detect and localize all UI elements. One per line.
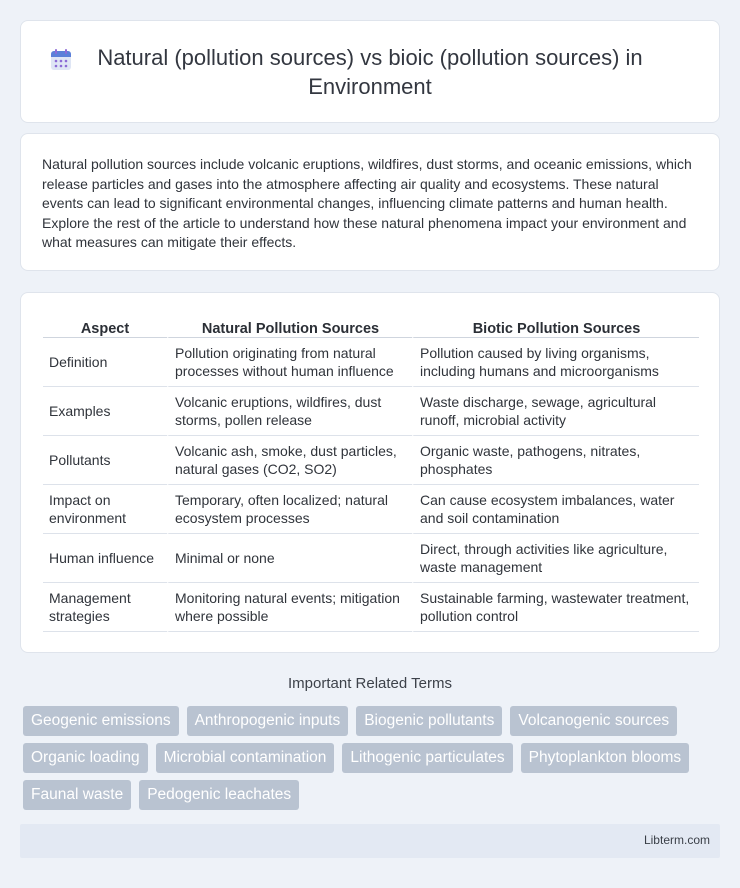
table-header-row bbox=[43, 316, 699, 338]
footer-site-link[interactable]: Libterm.com bbox=[643, 833, 710, 847]
row-biotic: Direct, through activities like agriculture, waste management bbox=[412, 534, 699, 583]
row-natural: Volcanic ash, smoke, dust particles, natural gases (CO2, SO2) bbox=[167, 436, 412, 485]
row-aspect: Definition bbox=[43, 338, 167, 387]
related-term-tag[interactable]: Anthropogenic inputs bbox=[187, 706, 349, 736]
table-row bbox=[43, 436, 699, 485]
header-aspect: Aspect bbox=[43, 316, 167, 338]
page-title: Natural (pollution sources) vs bioic (pollution sources) in Environment bbox=[97, 45, 643, 99]
related-term-tag[interactable]: Phytoplankton blooms bbox=[521, 743, 690, 773]
footer bbox=[20, 824, 720, 858]
row-aspect: Pollutants bbox=[43, 436, 167, 485]
related-term-tag[interactable]: Microbial contamination bbox=[156, 743, 335, 773]
table-row bbox=[43, 485, 699, 534]
table-row bbox=[43, 534, 699, 583]
row-natural: Temporary, often localized; natural ecosystem processes bbox=[167, 485, 412, 534]
table-row bbox=[43, 583, 699, 632]
row-biotic: Sustainable farming, wastewater treatment, pollution control bbox=[412, 583, 699, 632]
comparison-table bbox=[43, 316, 699, 632]
header-natural: Natural Pollution Sources bbox=[167, 316, 412, 338]
row-biotic: Pollution caused by living organisms, including humans and microorganisms bbox=[412, 338, 699, 387]
intro-card bbox=[20, 133, 720, 271]
row-natural: Pollution originating from natural processes without human influence bbox=[167, 338, 412, 387]
related-term-tag[interactable]: Volcanogenic sources bbox=[510, 706, 677, 736]
related-term-tag[interactable]: Faunal waste bbox=[23, 780, 131, 810]
related-term-tag[interactable]: Geogenic emissions bbox=[23, 706, 179, 736]
intro-paragraph: Natural pollution sources include volcanic eruptions, wildfires, dust storms, and oceanic emissions, which release particles and gases into the atmosphere affecting air quality and ecosystems. These natural events can lead to significant environmental changes, influencing climate patterns and human health. Explore the rest of the article to understand how these natural phenomena impact your environment and what measures can mitigate their effects. bbox=[42, 156, 692, 251]
related-term-tag[interactable]: Lithogenic particulates bbox=[342, 743, 512, 773]
row-aspect: Impact on environment bbox=[43, 485, 167, 534]
related-term-tag[interactable]: Biogenic pollutants bbox=[356, 706, 502, 736]
row-aspect: Human influence bbox=[43, 534, 167, 583]
comparison-card bbox=[20, 292, 720, 653]
related-term-tag[interactable]: Pedogenic leachates bbox=[139, 780, 299, 810]
row-biotic: Can cause ecosystem imbalances, water and soil contamination bbox=[412, 485, 699, 534]
row-natural: Monitoring natural events; mitigation where possible bbox=[167, 583, 412, 632]
related-terms-list bbox=[23, 706, 723, 810]
row-aspect: Examples bbox=[43, 387, 167, 436]
related-terms-heading: Important Related Terms bbox=[288, 675, 452, 692]
row-natural: Volcanic eruptions, wildfires, dust storms, pollen release bbox=[167, 387, 412, 436]
title-card bbox=[20, 20, 720, 123]
row-biotic: Waste discharge, sewage, agricultural runoff, microbial activity bbox=[412, 387, 699, 436]
related-term-tag[interactable]: Organic loading bbox=[23, 743, 148, 773]
row-aspect: Management strategies bbox=[43, 583, 167, 632]
table-row bbox=[43, 338, 699, 387]
row-natural: Minimal or none bbox=[167, 534, 412, 583]
header-biotic: Biotic Pollution Sources bbox=[412, 316, 699, 338]
table-row bbox=[43, 387, 699, 436]
row-biotic: Organic waste, pathogens, nitrates, phosphates bbox=[412, 436, 699, 485]
